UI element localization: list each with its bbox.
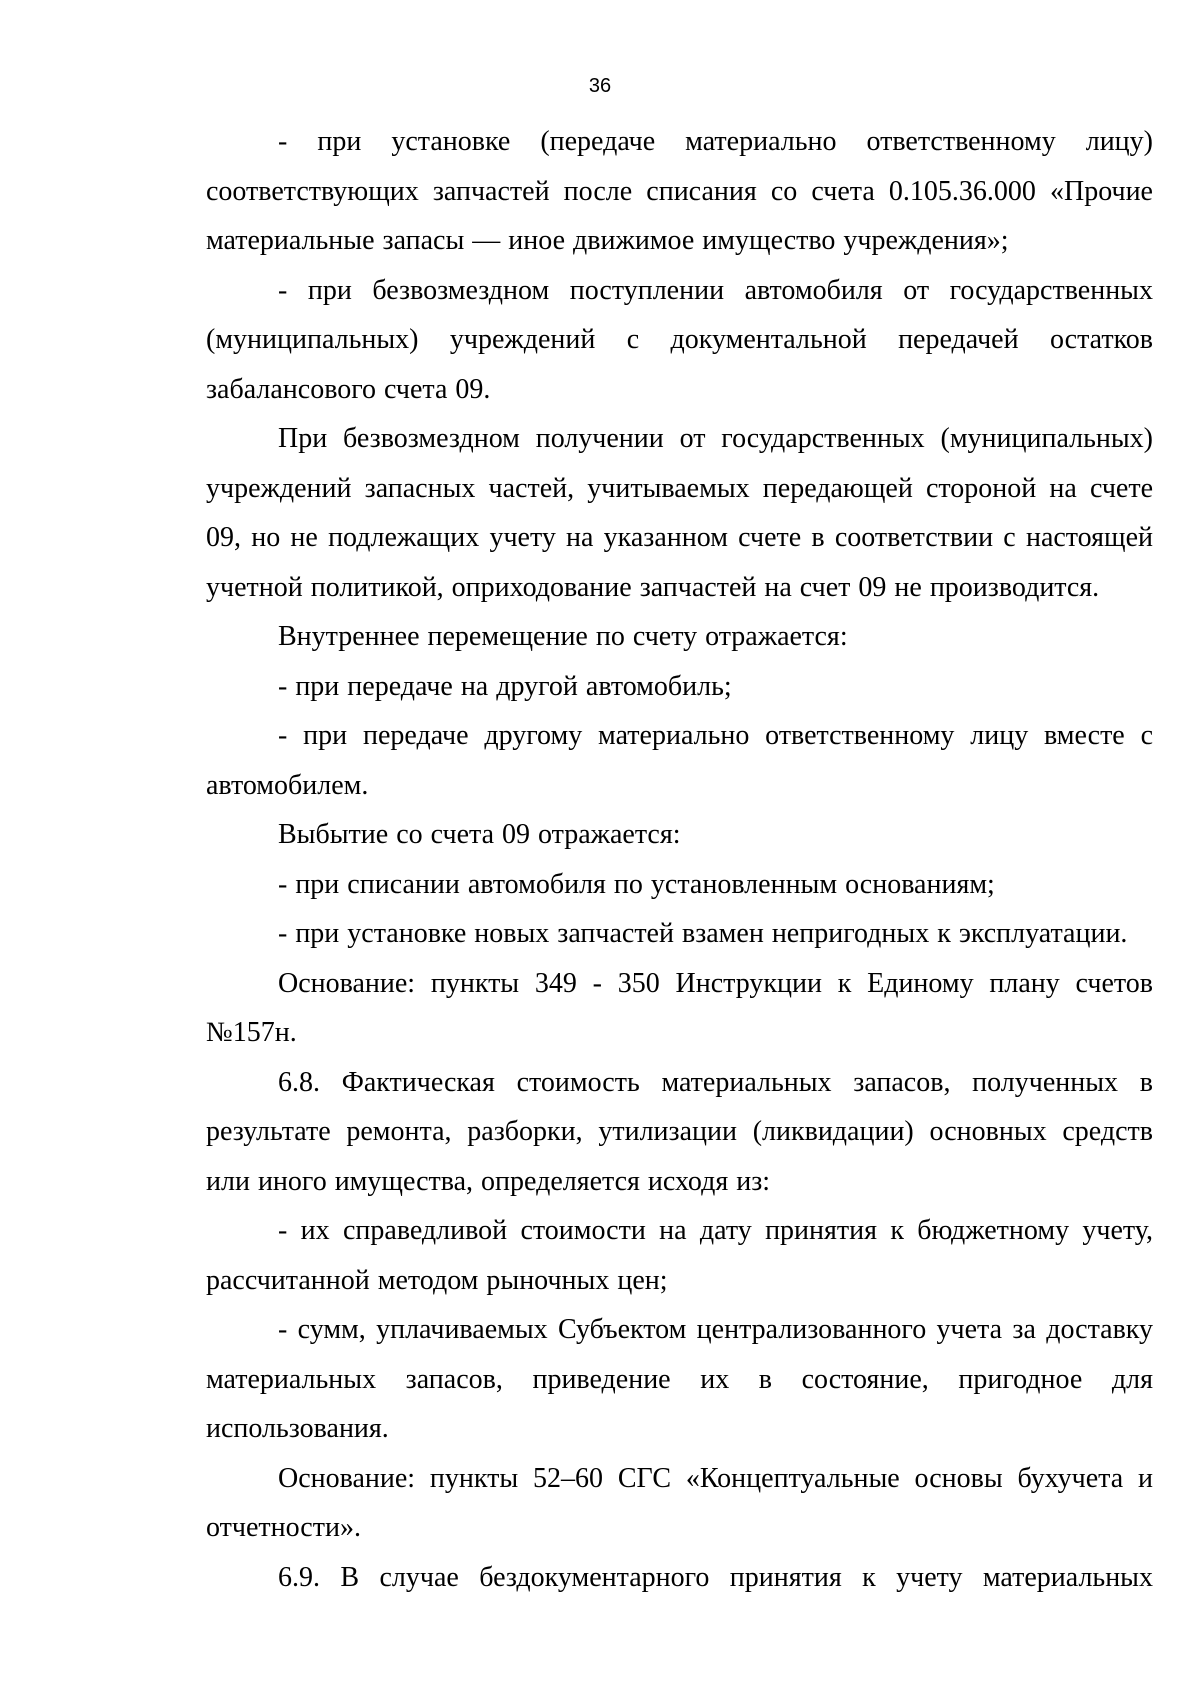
- paragraph-install-parts: - при установке (передаче материально ответственному лицу) соответствующих запчастей после списания со счета 0.105.36.000 «Прочие материальные запасы — иное движимое имущество учреждения»;: [206, 126, 1153, 256]
- document-body: [206, 117, 1153, 1602]
- paragraph-free-receipt-car: - при безвозмездном поступлении автомобиля от государственных (муниципальных) учреждений с документальной передачей остатков забалансового счета 09.: [206, 274, 1153, 405]
- paragraph-car-write-off: - при списании автомобиля по установленным основаниям;: [278, 868, 995, 900]
- paragraph-fair-value: - их справедливой стоимости на дату принятия к бюджетному учету, рассчитанной методом рыночных цен;: [206, 1215, 1153, 1296]
- paragraph-disposal-heading: Выбытие со счета 09 отражается:: [278, 819, 681, 850]
- paragraph-delivery-costs: - сумм, уплачиваемых Субъектом централизованного учета за доставку материальных запасов, приведение их в состояние, пригодное для использования.: [206, 1314, 1153, 1444]
- paragraph-new-parts-install: - при установке новых запчастей взамен непригодных к эксплуатации.: [278, 918, 1128, 949]
- paragraph-basis-instruction-157n: Основание: пункты 349 - 350 Инструкции к Единому плану счетов №157н.: [206, 967, 1153, 1048]
- paragraph-transfer-other-person: - при передаче другому материально ответственному лицу вместе с автомобилем.: [206, 720, 1153, 801]
- paragraph-free-receipt-parts: При безвозмездном получении от государственных (муниципальных) учреждений запасных частей, учитываемых передающей стороной на счете 09, но не подлежащих учету на указанном счете в соответствии с настоящей учетной политикой, оприходование запчастей на счет 09 не производится.: [206, 423, 1153, 603]
- paragraph-section-6-9: 6.9. В случае бездокументарного принятия к учету материальных: [278, 1561, 1153, 1593]
- page-number: 36: [588, 75, 612, 97]
- paragraph-internal-movement-heading: Внутреннее перемещение по счету отражается:: [278, 621, 848, 652]
- paragraph-transfer-other-car: - при передаче на другой автомобиль;: [278, 670, 732, 702]
- paragraph-section-6-8: 6.8. Фактическая стоимость материальных запасов, полученных в результате ремонта, разборки, утилизации (ликвидации) основных средств или иного имущества, определяется исходя из:: [206, 1066, 1153, 1197]
- paragraph-basis-sgs: Основание: пункты 52–60 СГС «Концептуальные основы бухучета и отчетности».: [206, 1462, 1153, 1543]
